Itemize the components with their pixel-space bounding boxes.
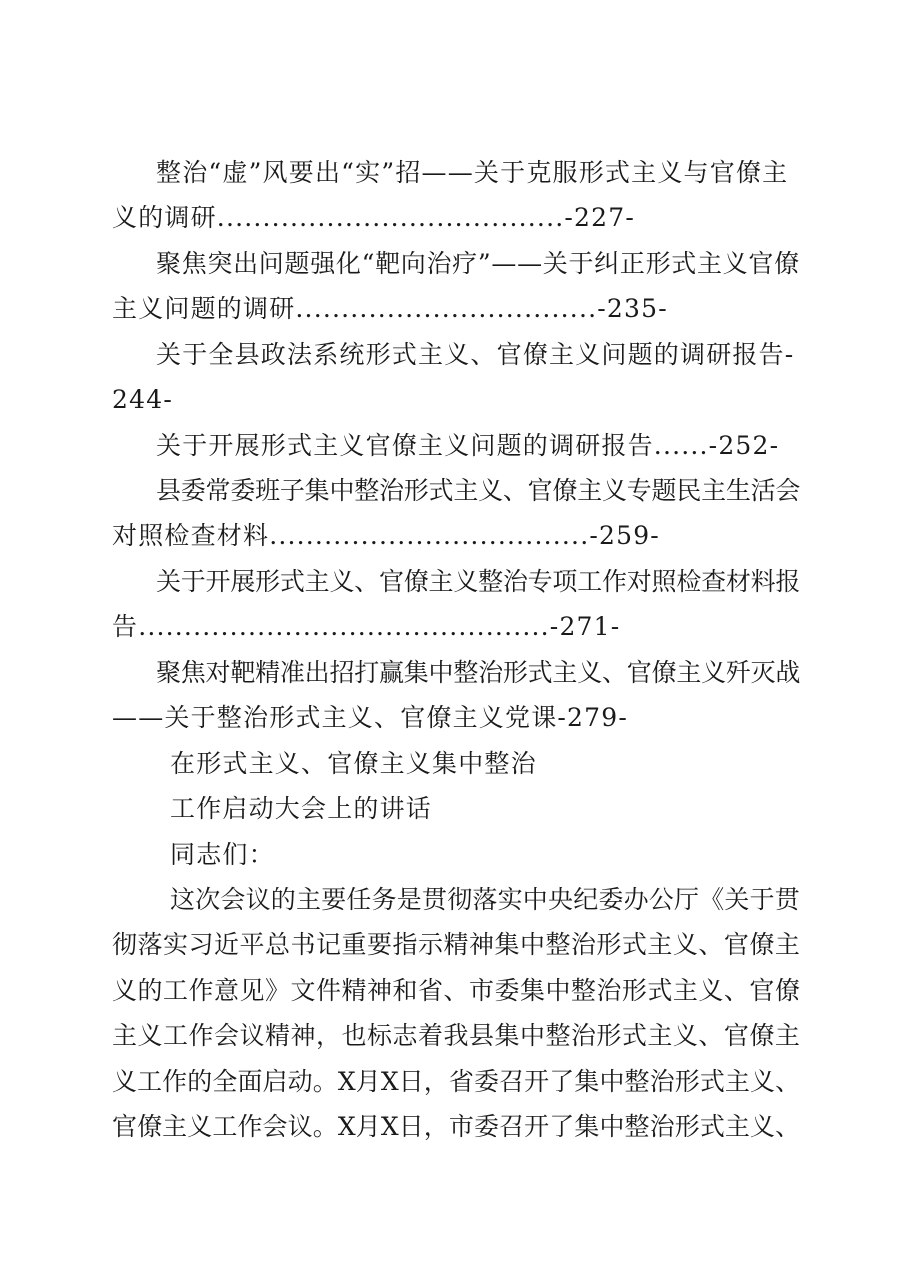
speech-salutation: 同志们： [170, 840, 275, 869]
speech-body-line-1: 这次会议的主要任务是贯彻落实中央纪委办公厅《关于贯 [170, 885, 801, 914]
speech-body-line-6: 官僚主义工作会议。X月X日，市委召开了集中整治形式主义、 [112, 1112, 801, 1141]
toc-entry-6-line-2: 告.............................................-271- [112, 612, 621, 641]
toc-entry-5-line-2: 对照检查材料...................................-259- [112, 521, 660, 550]
speech-body-line-5: 义工作的全面启动。X月X日，省委召开了集中整治形式主义、 [112, 1067, 801, 1096]
toc-entry-3-line-2: 244- [112, 385, 173, 414]
toc-entry-6-line-1: 关于开展形式主义、官僚主义整治专项工作对照检查材料报 [156, 567, 801, 596]
speech-body-line-3: 义的工作意见》文件精神和省、市委集中整治形式主义、官僚 [112, 976, 801, 1005]
toc-entry-7-line-1: 聚焦对靶精准出招打赢集中整治形式主义、官僚主义歼灭战 [156, 658, 801, 687]
toc-entry-7-line-2: ——关于整治形式主义、官僚主义党课-279- [112, 703, 629, 732]
speech-body-line-2: 彻落实习近平总书记重要指示精神集中整治形式主义、官僚主 [112, 930, 801, 959]
toc-entry-1-line-1: 整治“虚”风要出“实”招——关于克服形式主义与官僚主 [156, 158, 789, 187]
speech-title-line-1: 在形式主义、官僚主义集中整治 [170, 749, 537, 778]
toc-entry-4-line-1: 关于开展形式主义官僚主义问题的调研报告......-252- [156, 431, 780, 460]
toc-entry-3-line-1: 关于全县政法系统形式主义、官僚主义问题的调研报告- [156, 340, 795, 369]
speech-title-line-2: 工作启动大会上的讲话 [170, 794, 433, 823]
toc-entry-5-line-1: 县委常委班子集中整治形式主义、官僚主义专题民主生活会 [156, 476, 801, 505]
toc-entry-2-line-1: 聚焦突出问题强化“靶向治疗”——关于纠正形式主义官僚 [156, 249, 800, 278]
toc-entry-1-line-2: 义的调研......................................-227- [112, 203, 635, 232]
speech-body-line-4: 主义工作会议精神，也标志着我县集中整治形式主义、官僚主 [112, 1021, 801, 1050]
toc-entry-2-line-2: 主义问题的调研.................................-235- [112, 294, 668, 323]
